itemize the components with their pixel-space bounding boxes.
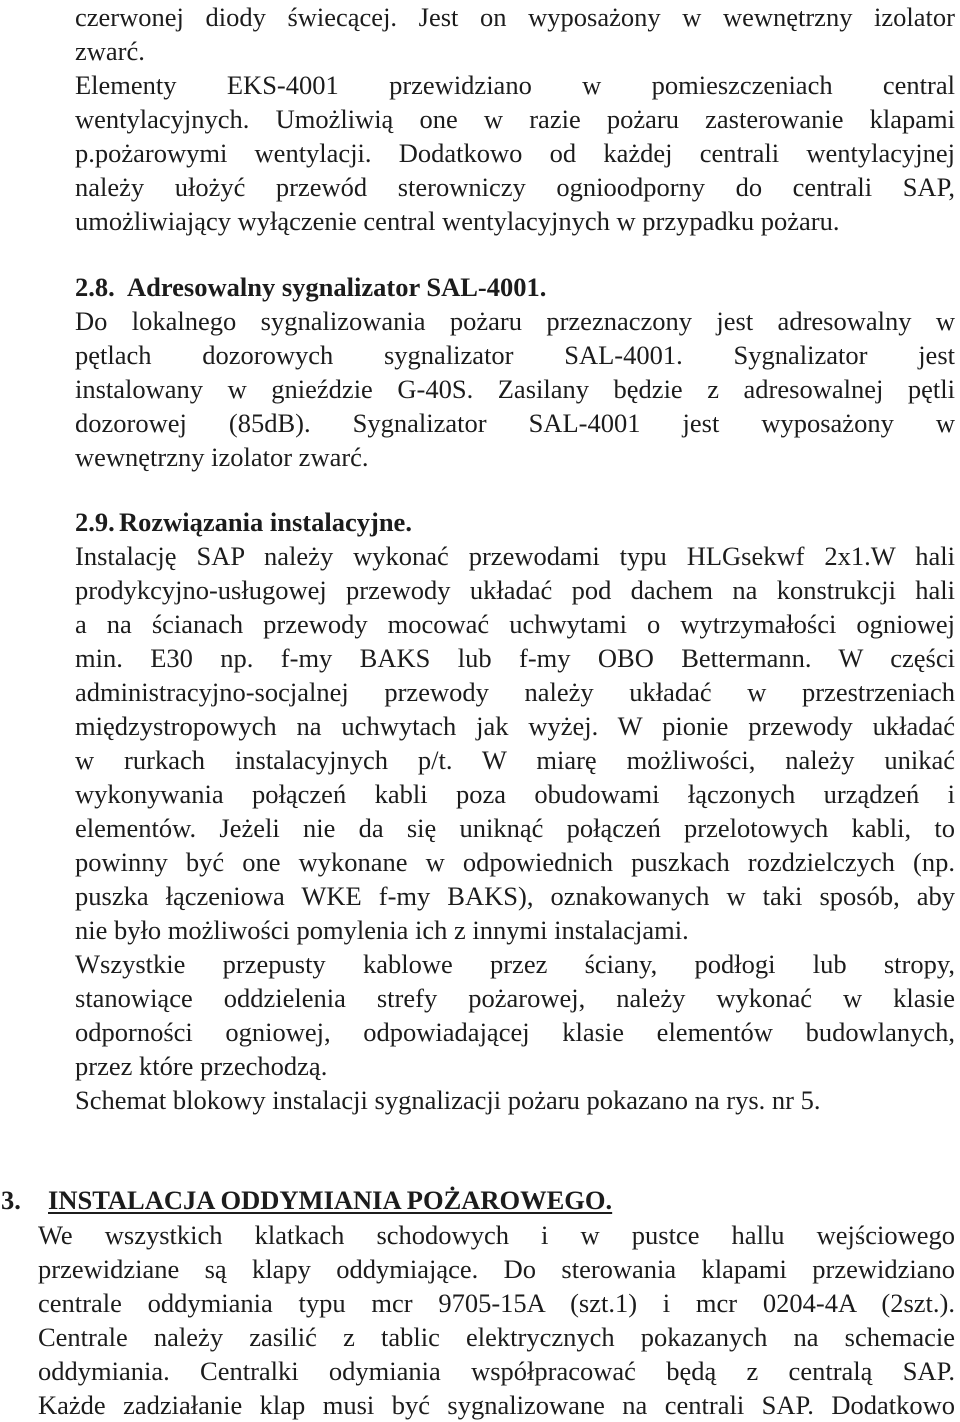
text-line: międzystropowych na uchwytach jak wyżej. W pionie przewody układać (75, 711, 955, 741)
text-line: Instalację SAP należy wykonać przewodami typu HLGsekwf 2x1.W hali (75, 541, 955, 571)
text-line: nie było możliwości pomylenia ich z innymi instalacjami. (75, 915, 689, 945)
text-line: należy ułożyć przewód sterowniczy ognioodporny do centrali SAP, (75, 172, 955, 202)
text-line: zwarć. (75, 36, 145, 66)
text-line: wentylacyjnych. Umożliwią one w razie pożaru zasterowanie klapami (75, 104, 955, 134)
text-line: odporności ogniowej, odpowiadającej klasie elementów budowlanych, (75, 1017, 955, 1047)
text-line: Elementy EKS-4001 przewidziano w pomieszczeniach central (75, 70, 955, 100)
text-line: pętlach dozorowych sygnalizator SAL-4001. Sygnalizator jest (75, 340, 955, 370)
text-line: Do lokalnego sygnalizowania pożaru przeznaczony jest adresowalny w (75, 306, 955, 336)
text-line: prodykcyjno-usługowej przewody układać pod dachem na konstrukcji hali (75, 575, 955, 605)
text-line: p.pożarowymi wentylacji. Dodatkowo od każdej centrali wentylacyjnej (75, 138, 955, 168)
text-line: powinny być one wykonane w odpowiednich puszkach rozdzielczych (np. (75, 847, 955, 877)
text-line: Wszystkie przepusty kablowe przez ściany, podłogi lub stropy, (75, 949, 955, 979)
section-2-9-number: 2.9. (75, 507, 115, 537)
text-line: centrale oddymiania typu mcr 9705-15A (szt.1) i mcr 0204-4A (2szt.). (38, 1288, 955, 1318)
text-line: Schemat blokowy instalacji sygnalizacji pożaru pokazano na rys. nr 5. (75, 1085, 821, 1115)
text-line: administracyjno-socjalnej przewody należy układać w przestrzeniach (75, 677, 955, 707)
text-line: dozorowej (85dB). Sygnalizator SAL-4001 jest wyposażony w (75, 408, 955, 438)
text-line: puszka łączeniowa WKE f-my BAKS), oznakowanych w taki sposób, aby (75, 881, 955, 911)
text-line: wewnętrzny izolator zwarć. (75, 442, 369, 472)
text-line: w rurkach instalacyjnych p/t. W miarę możliwości, należy unikać (75, 745, 955, 775)
section-2-8-number: 2.8. (75, 272, 115, 302)
text-line: przewidziane są klapy oddymiające. Do sterowania klapami przewidziano (38, 1254, 955, 1284)
section-2-9-title: Rozwiązania instalacyjne. (119, 507, 412, 537)
text-line: elementów. Jeżeli nie da się uniknąć połączeń przelotowych kabli, to (75, 813, 955, 843)
text-line: przez które przechodzą. (75, 1051, 328, 1081)
text-line: umożliwiający wyłączenie central wentylacyjnych w przypadku pożaru. (75, 206, 840, 236)
text-line: min. E30 np. f-my BAKS lub f-my OBO Bettermann. W części (75, 643, 955, 673)
text-line: We wszystkich klatkach schodowych i w pustce hallu wejściowego (38, 1220, 955, 1250)
text-line: wykonywania połączeń kabli poza obudowami łączonych urządzeń i (75, 779, 955, 809)
section-3-title: INSTALACJA ODDYMIANIA POŻAROWEGO. (48, 1185, 613, 1215)
section-3-number: 3. (1, 1185, 21, 1215)
text-line: stanowiące oddzielenia strefy pożarowej, należy wykonać w klasie (75, 983, 955, 1013)
text-line: Centrale należy zasilić z tablic elektrycznych pokazanych na schemacie (38, 1322, 955, 1352)
text-line: a na ścianach przewody mocować uchwytami o wytrzymałości ogniowej (75, 609, 955, 639)
text-line: Każde zadziałanie klap musi być sygnalizowane na centrali SAP. Dodatkowo (38, 1390, 955, 1420)
text-line: instalowany w gnieździe G-40S. Zasilany będzie z adresowalnej pętli (75, 374, 955, 404)
section-2-8-title: Adresowalny sygnalizator SAL-4001. (127, 272, 547, 302)
text-line: oddymiania. Centralki odymiania współpracować będą z centralą SAP. (38, 1356, 955, 1386)
text-line: czerwonej diody świecącej. Jest on wyposażony w wewnętrzny izolator (75, 2, 955, 32)
